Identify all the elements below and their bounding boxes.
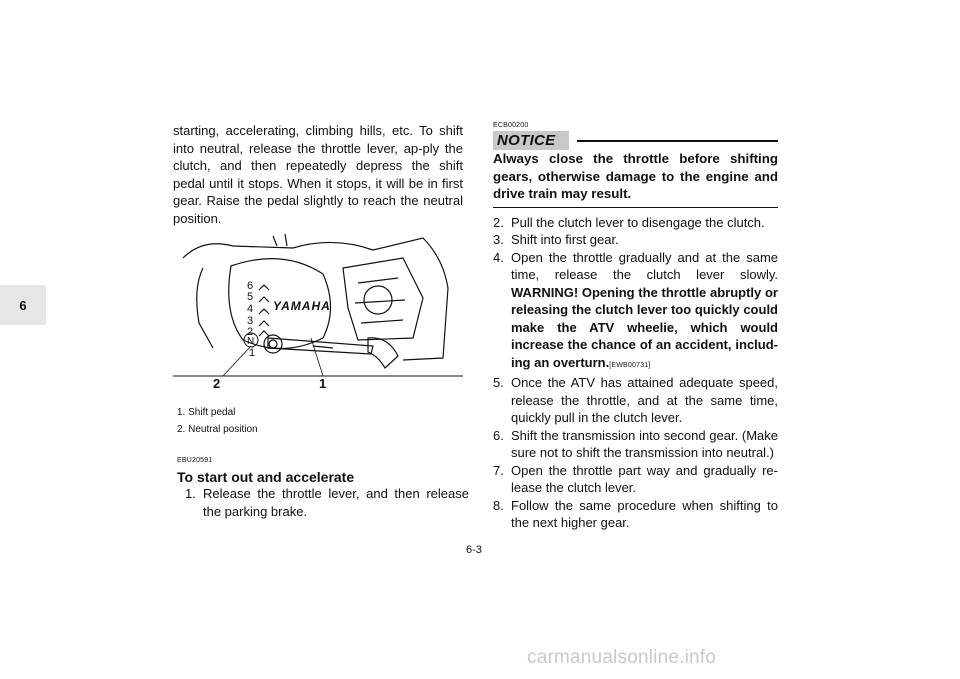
step-text: Pull the clutch lever to disengage the clutch.	[511, 214, 765, 230]
step-list-right	[493, 214, 778, 532]
caption-neutral-position: 2. Neutral position	[177, 424, 258, 435]
section-title: To start out and accelerate	[177, 469, 355, 485]
step-item	[493, 462, 778, 497]
gear-label-4: 4	[247, 303, 254, 315]
section-code: EBU20591	[177, 457, 213, 464]
step-item	[493, 427, 778, 462]
page-number: 6-3	[466, 544, 482, 556]
left-paragraph: starting, accelerating, climbing hills, etc. To shift into neutral, release the throttle lever, ap-ply the clutch, and then repeatedly depress the shift pedal until it stops. When it stops, it will be in first gear. Raise the pedal slightly to reach the neutral position.	[173, 123, 463, 226]
step-number: 5.	[493, 375, 504, 390]
step-number: 7.	[493, 462, 504, 478]
chapter-tab-label: 6	[19, 297, 27, 313]
step-text: Follow the same procedure when shifting to the next higher gear.	[511, 497, 778, 530]
right-column	[493, 122, 778, 532]
figure-captions	[177, 404, 469, 520]
step-item	[493, 214, 778, 232]
callout-2: 2	[213, 376, 221, 390]
step-number: 8.	[493, 497, 504, 513]
gear-label-1: 1	[249, 347, 256, 359]
step-text: Once the ATV has attained adequate speed, release the throttle, and at the same time, quickly pull in the clutch lever.	[511, 375, 778, 425]
shift-pedal-figure	[173, 228, 463, 390]
left-column	[173, 122, 463, 227]
step-text-with-warning	[511, 249, 778, 375]
step-number: 6.	[493, 427, 504, 443]
step-item	[493, 249, 778, 375]
engine-illustration	[173, 228, 463, 390]
brand-logo-text: YAMAHA	[273, 299, 331, 313]
step-number: 2.	[493, 214, 504, 230]
step-list-left	[185, 485, 469, 520]
step-text: Shift the transmission into second gear. (Make sure not to shift the transmission into neutral.)	[511, 427, 778, 460]
gear-label-6: 6	[247, 280, 254, 292]
gear-label-2: 2	[247, 326, 254, 338]
chapter-tab	[0, 285, 46, 325]
step-text: Release the throttle lever, and then release the parking brake.	[203, 486, 469, 519]
gear-label-5: 5	[247, 291, 254, 303]
notice-rule	[577, 140, 778, 142]
step-text: Shift into first gear.	[511, 232, 619, 247]
gear-label-n: N	[247, 336, 255, 347]
step-item	[493, 497, 778, 532]
callout-1: 1	[319, 376, 327, 390]
notice-badge: NOTICE	[493, 131, 569, 150]
step-text: Open the throttle part way and gradually re-lease the clutch lever.	[511, 462, 778, 495]
warning-code: [EWB00731]	[609, 361, 651, 369]
notice-code: ECB00200	[493, 122, 529, 129]
step-number: 4.	[493, 249, 504, 265]
notice-text: Always close the throttle before shifting gears, otherwise damage to the engine and drive train may result.	[493, 150, 778, 208]
step-item	[493, 374, 778, 427]
step-text: Open the throttle gradually and at the same time, release the clutch lever slowly.	[511, 249, 778, 282]
warning-text: WARNING! Opening the throttle abruptly or releasing the clutch lever too quickly could make the ATV wheelie, which would increase the chance of an accident, includ-ing an overturn.	[511, 284, 778, 370]
watermark: carmanualsonline.info	[527, 647, 717, 668]
step-number: 1.	[185, 486, 196, 501]
step-item	[185, 485, 469, 520]
caption-shift-pedal: 1. Shift pedal	[177, 407, 236, 418]
step-item	[493, 231, 778, 249]
notice-header	[493, 131, 778, 150]
step-number: 3.	[493, 232, 504, 247]
gear-label-3: 3	[247, 315, 254, 327]
